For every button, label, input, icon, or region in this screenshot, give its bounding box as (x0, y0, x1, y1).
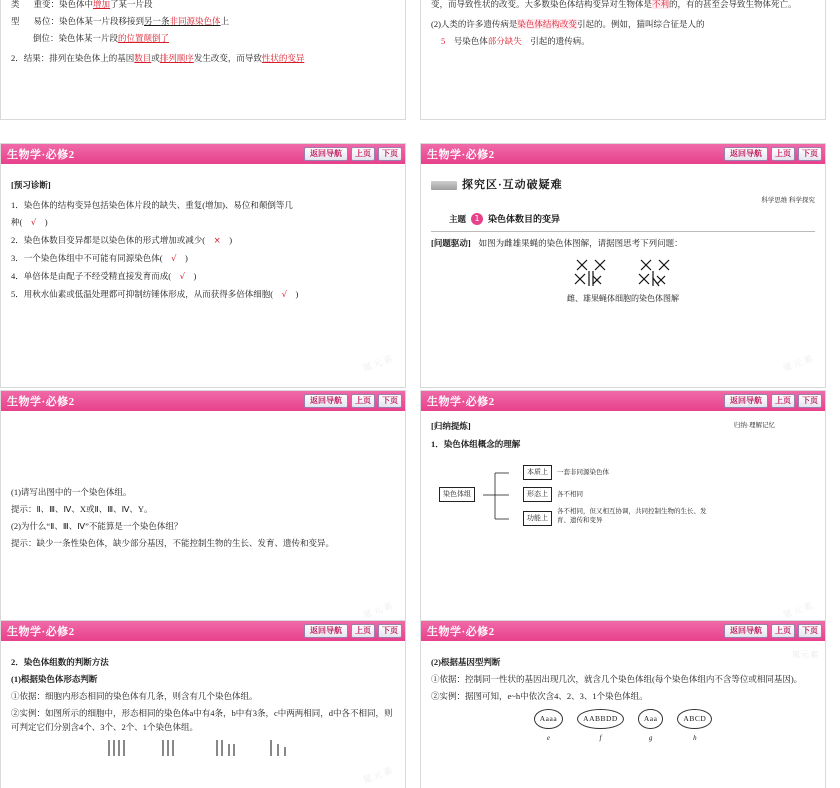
slide-3 (0, 143, 406, 388)
prev-page-button[interactable]: 上页 (771, 147, 795, 161)
slide-6-heading-tag: 归纳·理解记忆 (733, 422, 775, 429)
slide-5-body (1, 411, 405, 634)
slide-7-title: 生物学·必修2 (7, 626, 75, 638)
slide-3-item-1b: 种( √ ) (11, 217, 48, 228)
genotype-h (677, 709, 712, 745)
slide-8-title: 生物学·必修2 (427, 626, 495, 638)
watermark: 氪元素 (361, 599, 396, 621)
chromosome-group-a-diagram (105, 738, 139, 758)
slide-4-nav-buttons (724, 147, 822, 161)
watermark: 氪元素 (781, 599, 816, 621)
map-node-essence-label: 本质上 (523, 465, 552, 480)
slide-1-line-3: 倒位：染色体某一片段的位置颠倒了 (33, 33, 170, 43)
watermark: 氪元素 (361, 352, 396, 374)
map-root-node: 染色体组 (439, 487, 475, 502)
watermark: 氪元素 (361, 764, 396, 786)
slide-7-body (1, 641, 405, 788)
slide-1-body (1, 0, 405, 119)
slide-1-line-1: 类 重变：染色体中增加了某一片段 (11, 0, 153, 9)
chromosome-examples (11, 738, 395, 758)
theme-label: 主题 (449, 214, 467, 224)
slide-8-body (421, 641, 825, 788)
genotype-e-label: e (546, 734, 550, 742)
section-title: 探究区·互动破疑难 (462, 179, 563, 191)
fly-figure (431, 256, 815, 290)
concept-map (431, 457, 815, 543)
slide-6-subtitle: 1．染色体组概念的理解 (431, 439, 521, 449)
back-nav-button[interactable]: 返回导航 (724, 147, 768, 161)
back-nav-button[interactable]: 返回导航 (724, 624, 768, 638)
map-node-function-label: 功能上 (523, 511, 552, 526)
back-nav-button[interactable]: 返回导航 (724, 394, 768, 408)
next-page-button[interactable]: 下页 (378, 394, 402, 408)
slide-5-line-1: (1)请写出图中的一个染色体组。 (11, 487, 132, 497)
slide-5 (0, 390, 406, 635)
genotype-g-value: Aaa (638, 709, 664, 729)
slide-7-line-4: ②实例：如图所示的细胞中，形态相同的染色体a中有4条，b中有3条，c中两两相同，d中各不相同，则可判定它们分别含4个、3个、2个、1个染色体组。 (11, 708, 393, 732)
slide-7 (0, 620, 406, 788)
slide-3-header (1, 144, 405, 164)
back-nav-button[interactable]: 返回导航 (304, 147, 348, 161)
male-fly-chromosome-diagram (631, 256, 679, 290)
slide-6 (420, 390, 826, 635)
prompt-text: 如图为雌雄果蝇的染色体图解，请据图思考下列问题： (478, 238, 683, 248)
watermark: 氪元素 (781, 352, 816, 374)
slide-2-line-1: 变，而导致性状的改变。大多数染色体结构变异对生物体是不利的，有的甚至会导致生物体死亡。 (431, 0, 797, 9)
slide-6-nav-buttons (724, 394, 822, 408)
genotype-e-value: Aaaa (534, 709, 563, 729)
slide-3-heading: [预习诊断] (11, 180, 51, 190)
slide-8-nav-buttons (724, 624, 822, 638)
back-nav-button[interactable]: 返回导航 (304, 394, 348, 408)
genotype-g-label: g (648, 734, 653, 742)
slide-3-item-3: 3．一个染色体组中不可能有同源染色体( √ ) (11, 253, 188, 264)
prev-page-button[interactable]: 上页 (351, 147, 375, 161)
slide-7-line-1: 2．染色体组数的判断方法 (11, 657, 109, 667)
slide-3-item-4: 4．单倍体是由配子不经受精直接发育而成( √ ) (11, 271, 197, 282)
theme-row (449, 212, 815, 226)
genotype-f-label: f (599, 734, 602, 742)
slide-3-title: 生物学·必修2 (7, 149, 75, 161)
genotype-h-value: ABCD (677, 709, 712, 729)
theme-text: 染色体数目的变异 (488, 214, 561, 224)
next-page-button[interactable]: 下页 (378, 624, 402, 638)
next-page-button[interactable]: 下页 (798, 147, 822, 161)
prompt-label: [问题驱动] (431, 238, 471, 248)
slide-4-header (421, 144, 825, 164)
chromosome-group-b-diagram (159, 738, 193, 758)
theme-number-badge: 1 (471, 213, 483, 225)
genotype-f (577, 709, 624, 745)
prev-page-button[interactable]: 上页 (771, 624, 795, 638)
slide-5-nav-buttons (304, 394, 402, 408)
slide-5-line-4: 提示：缺少一条性染色体，缺少部分基因，不能控制生物的生长、发育、遗传和变异。 (11, 538, 335, 548)
section-marker-icon (431, 181, 457, 190)
next-page-button[interactable]: 下页 (798, 624, 822, 638)
slide-3-item-2: 2．染色体数目变异都是以染色体的形式增加或减少( × ) (11, 235, 233, 246)
slide-8-line-1: (2)根据基因型判断 (431, 657, 501, 667)
back-nav-button[interactable]: 返回导航 (304, 624, 348, 638)
prompt-line (431, 236, 815, 250)
prev-page-button[interactable]: 上页 (351, 394, 375, 408)
prev-page-button[interactable]: 上页 (771, 394, 795, 408)
slide-6-body (421, 411, 825, 634)
slide-5-header (1, 391, 405, 411)
figure-caption: 雌、雄果蝇体细胞的染色体图解 (567, 294, 679, 303)
next-page-button[interactable]: 下页 (798, 394, 822, 408)
genotype-examples (431, 709, 815, 745)
chromosome-group-d-diagram (267, 738, 301, 758)
map-node-form-text: 各不相同 (557, 491, 583, 498)
prev-page-button[interactable]: 上页 (351, 624, 375, 638)
section-heading (431, 178, 815, 192)
genotype-f-value: AABBDD (577, 709, 624, 729)
genotype-h-label: h (693, 734, 697, 742)
slide-5-title: 生物学·必修2 (7, 396, 75, 408)
slide-8-header (421, 621, 825, 641)
slide-2-line-2: (2)人类的许多遗传病是染色体结构改变引起的。例如，猫叫综合征是人的 (431, 19, 705, 29)
slide-7-header (1, 621, 405, 641)
slide-7-line-3: ①依据：细胞内形态相同的染色体有几条，则含有几个染色体组。 (11, 691, 258, 701)
map-node-essence-text: 一套非同源染色体 (557, 469, 609, 476)
genotype-e (534, 709, 563, 745)
slide-6-header (421, 391, 825, 411)
slide-4-body (421, 164, 825, 387)
slide-4-title: 生物学·必修2 (427, 149, 495, 161)
slide-1-line-2: 型 易位：染色体某一片段移接到另一条非同源染色体上 (11, 16, 230, 26)
section-tags: 科学思维 科学探究 (761, 197, 815, 204)
next-page-button[interactable]: 下页 (378, 147, 402, 161)
slide-3-nav-buttons (304, 147, 402, 161)
slide-7-line-2: (1)根据染色体形态判断 (11, 674, 98, 684)
watermark-secondary: 氪元素 (792, 650, 819, 659)
map-node-form-label: 形态上 (523, 487, 552, 502)
slide-1 (0, 0, 406, 120)
slide-7-nav-buttons (304, 624, 402, 638)
slide-2-line-2b: 5 号染色体部分缺失 引起的遗传病。 (441, 36, 590, 46)
slide-2 (420, 0, 826, 120)
slide-8-line-2: ①依据：控制同一性状的基因出现几次，就含几个染色体组(每个染色体组内不含等位或相同基因)。 (431, 674, 803, 684)
slide-4 (420, 143, 826, 388)
female-fly-chromosome-diagram (567, 256, 615, 290)
divider (431, 230, 815, 232)
genotype-g (638, 709, 664, 745)
slide-6-title: 生物学·必修2 (427, 396, 495, 408)
slide-3-item-1: 1．染色体的结构变异包括染色体片段的缺失、重复(增加)、易位和颠倒等几 (11, 200, 293, 210)
map-connectors (483, 465, 523, 537)
slide-2-body (421, 0, 825, 119)
slide-5-line-3: (2)为什么“Ⅱ、Ⅲ、Ⅳ”不能算是一个染色体组？ (11, 521, 183, 531)
slide-3-item-5: 5．用秋水仙素或低温处理都可抑制纺锤体形成，从而获得多倍体细胞( √ ) (11, 289, 299, 300)
slide-5-line-2: 提示：Ⅱ、Ⅲ、Ⅳ、X或Ⅱ、Ⅲ、Ⅳ、Y。 (11, 504, 153, 514)
slide-3-body (1, 164, 405, 387)
slide-6-heading: [归纳提炼] (431, 421, 471, 431)
slide-1-line-4: 2．结果：排列在染色体上的基因数目或排列顺序发生改变，而导致性状的变异 (11, 53, 305, 63)
slide-8 (420, 620, 826, 788)
map-node-function-text: 各不相同，但又相互协调，共同控制生物的生长、发育、遗传和变异 (557, 508, 707, 524)
chromosome-group-c-diagram (213, 738, 247, 758)
slide-8-line-3: ②实例：据图可知，e~h中依次含4、2、3、1个染色体组。 (431, 691, 648, 701)
